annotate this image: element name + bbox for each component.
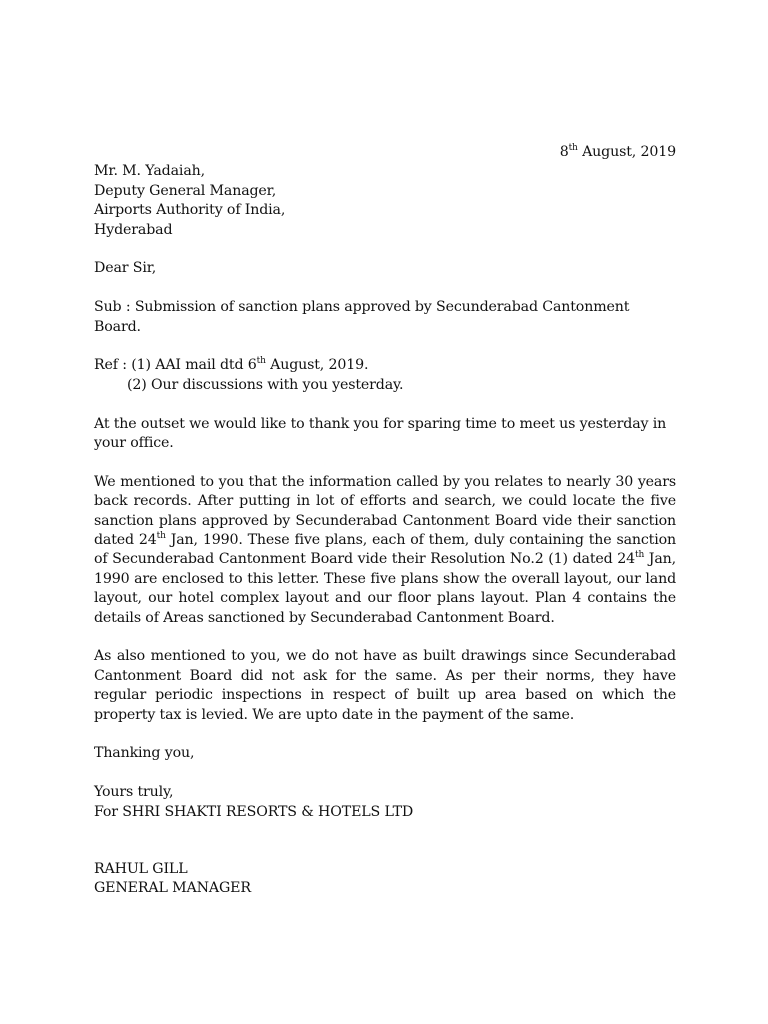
salutation: Dear Sir, <box>94 260 157 277</box>
company-line: For SHRI SHAKTI RESORTS & HOTELS LTD <box>94 803 414 820</box>
reference-block <box>94 356 676 395</box>
recipient-organization: Airports Authority of India, <box>94 202 286 219</box>
letter-body <box>94 143 676 899</box>
paragraph-sanction-plans <box>94 473 676 628</box>
paragraph-2-sup-1: th <box>156 531 166 542</box>
reference-1-rest: August, 2019. <box>265 357 369 374</box>
date-day: 8 <box>559 144 569 160</box>
date-rest: August, 2019 <box>577 144 676 160</box>
paragraph-2-sup-2: th <box>634 550 645 561</box>
thanking-line: Thanking you, <box>94 745 195 762</box>
recipient-name: Mr. M. Yadaiah, <box>94 163 205 180</box>
recipient-city: Hyderabad <box>94 221 173 238</box>
reference-line-2: (2) Our discussions with you yesterday. <box>127 376 404 393</box>
signatory-name: RAHUL GILL <box>94 861 188 878</box>
recipient-designation: Deputy General Manager, <box>94 182 277 199</box>
date-day-suffix: th <box>568 143 578 153</box>
reference-line-1 <box>94 356 676 375</box>
subject-line: Sub : Submission of sanction plans approved by Secunderabad Cantonment Board. <box>94 299 630 335</box>
paragraph-built-drawings: As also mentioned to you, we do not have as built drawings since Secunderabad Cantonment Board did not ask for the same. As per their norms, they have regular periodic inspections in respect of built up area based on which the property tax is levied. We are upto date in the payment of the same. <box>94 648 676 723</box>
letter-date <box>94 143 676 162</box>
signatory-title: GENERAL MANAGER <box>94 880 251 897</box>
reference-1-text: Ref : (1) AAI mail dtd 6 <box>94 357 257 374</box>
closing-line: Yours truly, <box>94 784 174 801</box>
recipient-address <box>94 162 676 240</box>
paragraph-2-part-2: Jan, 1990. These five plans, each of them, duly containing the sanction of Secunderabad Cantonment Board vide their Resolution No.2 (1) dated 24 <box>94 532 676 568</box>
paragraph-thanks-meeting: At the outset we would like to thank you for sparing time to meet us yesterday in your office. <box>94 415 667 452</box>
reference-1-suffix: th <box>256 356 266 367</box>
paragraph-2-part-1: We mentioned to you that the information called by you relates to nearly 30 years back records. After putting in lot of efforts and search, we could locate the five sanction plans approved by Secunderabad Cantonment Board vide their sanction dated 24 <box>94 473 676 549</box>
paragraph-2-part-3: Jan, 1990 are enclosed to this letter. These five plans show the overall layout, our land layout, our hotel complex layout and our floor plans layout. Plan 4 contains the details of Areas sanctioned by Secunderabad Cantonment Board. <box>94 551 676 626</box>
